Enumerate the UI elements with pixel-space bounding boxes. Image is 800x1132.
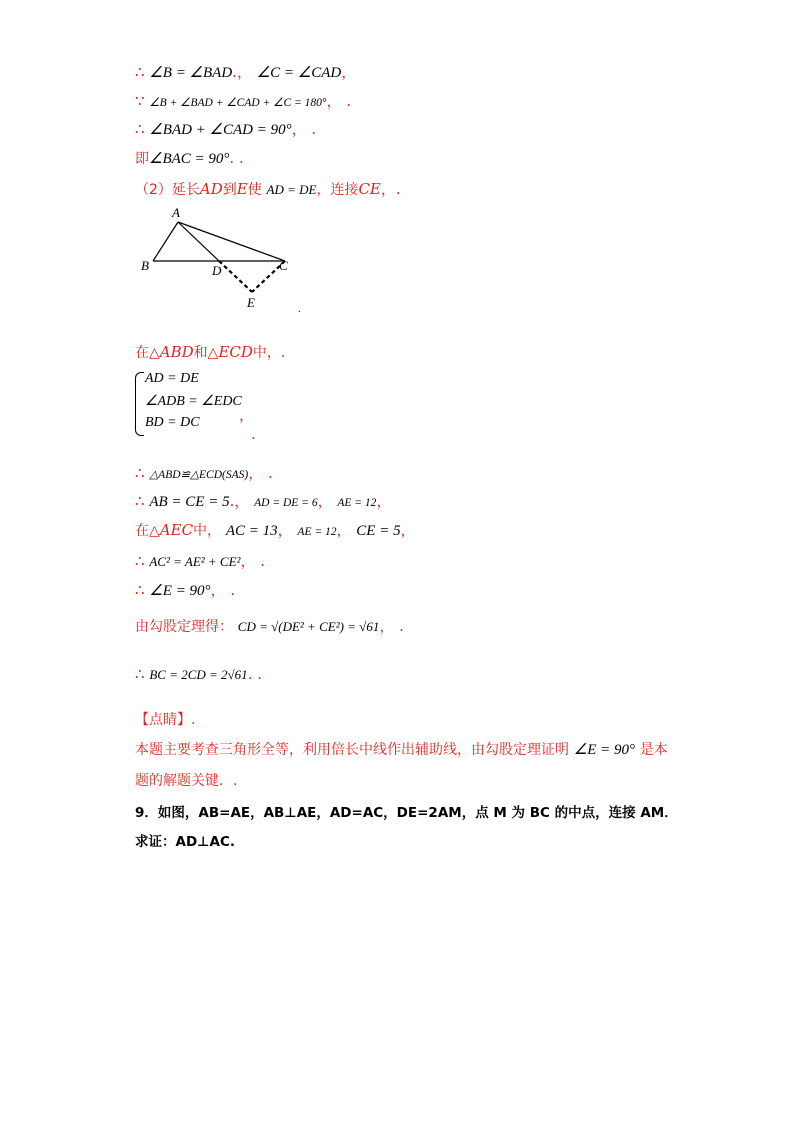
comment-body-line-1: 本题主要考查三角形全等，利用倍长中线作出辅助线，由勾股定理证明 ∠E = 90° 是本	[135, 742, 668, 758]
system-dot: .	[251, 425, 256, 443]
problem-9-prove: 求证：AD⊥AC.	[135, 834, 235, 850]
solution-line-2: ∵ ∠B + ∠BAD + ∠CAD + ∠C = 180°， .	[135, 92, 352, 110]
label-a: A	[172, 205, 180, 220]
problem-9-statement: 9．如图，AB=AE，AB⊥AE，AD=AC，DE=2AM，点 M 为 BC 的中点，连接 AM．	[135, 805, 678, 821]
solution-line-11: ∴ ∠E = 90°， .	[135, 581, 236, 599]
triangle-figure	[135, 200, 315, 320]
label-d: D	[212, 263, 222, 278]
system-comma: ，	[239, 406, 255, 424]
label-c: C	[279, 258, 288, 273]
segment-ac	[178, 222, 285, 261]
solution-line-1: ∴ ∠B = ∠BAD.， ∠C = ∠CAD，	[135, 63, 357, 81]
label-b: B	[141, 258, 149, 273]
figure-trailing-dot: .	[298, 304, 301, 315]
solution-line-6: 在△ABD和△ECD中，.	[135, 343, 286, 361]
solution-line-7: ∴ △ABD≌△ECD(SAS)， .	[135, 464, 273, 482]
system-row-1: AD = DE	[145, 371, 199, 386]
comment-body-line-2: 题的解题关键．.	[135, 773, 238, 789]
segment-ad	[178, 222, 219, 261]
system-row-3: BD = DC	[145, 415, 200, 430]
solution-line-4: 即∠BAC = 90°. .	[135, 149, 244, 167]
segment-de	[219, 261, 252, 292]
solution-line-10: ∴ AC² = AE² + CE²， .	[135, 552, 266, 570]
solution-line-3: ∴ ∠BAD + ∠CAD = 90°， .	[135, 120, 317, 138]
segment-ab	[153, 222, 178, 261]
system-row-2: ∠ADB = ∠EDC	[145, 394, 242, 409]
solution-line-12: 由勾股定理得： CD = √(DE² + CE²) = √61， .	[135, 617, 404, 635]
label-e: E	[247, 295, 255, 310]
solution-line-9: 在△AEC中， AC = 13， AE = 12， CE = 5，	[135, 521, 416, 539]
solution-line-8: ∴ AB = CE = 5.， AD = DE = 6， AE = 12，	[135, 492, 392, 510]
system-brace	[135, 372, 144, 436]
solution-line-13: ∴ BC = 2CD = 2√61. .	[135, 665, 263, 683]
comment-heading: 【点睛】.	[135, 712, 196, 728]
solution-line-5: （2）延长AD到E使 AD = DE，连接CE，.	[135, 180, 401, 198]
